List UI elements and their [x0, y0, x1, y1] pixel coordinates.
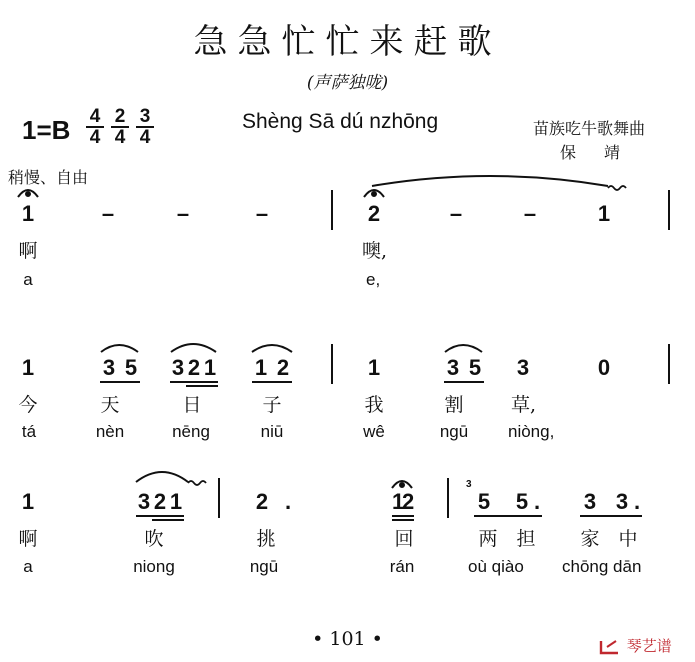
pinyin: niong [133, 557, 175, 576]
underline [152, 519, 184, 521]
time-signature-4-4: 4 4 [86, 108, 104, 146]
time-signature-3-4: 3 4 [136, 108, 154, 146]
note: 3 [102, 355, 116, 380]
genre-label: 苗族吃牛歌舞曲 [533, 119, 646, 138]
note: 2 [402, 489, 415, 514]
note: 3 [583, 489, 597, 514]
fermata-mark-3 [392, 481, 412, 488]
lyric: 天 [100, 394, 120, 416]
note: 5 [124, 355, 138, 380]
lyric: 噢, [362, 240, 388, 262]
pinyin: rán [389, 557, 415, 576]
pinyin: ngū [249, 557, 279, 576]
slur-12 [252, 345, 292, 352]
note-dash: – [101, 201, 115, 226]
lyric: 子 [262, 394, 282, 416]
time-signature-2-4: 2 4 [111, 108, 129, 146]
lyric: 担 [516, 528, 536, 550]
pinyin: chōng dān [562, 557, 642, 576]
underline [392, 519, 414, 521]
song-subtitle: (声萨独咙) [306, 73, 389, 93]
fermata-mark-1 [18, 190, 38, 197]
pinyin: a [23, 557, 33, 576]
note: 2 [367, 201, 381, 226]
underline [170, 381, 218, 383]
underline [252, 381, 292, 383]
lyric: 家 [580, 528, 600, 550]
barline [668, 190, 670, 230]
pinyin: e, [366, 270, 381, 289]
pinyin: wê [363, 422, 385, 441]
fermata-mark-2 [364, 190, 384, 197]
note: 3 [446, 355, 460, 380]
lyric: 我 [364, 394, 384, 416]
slur-35-a [101, 345, 138, 352]
underline [136, 515, 184, 517]
note: 1 [21, 489, 35, 514]
note: 3 [171, 355, 185, 380]
pinyin: nèn [95, 422, 125, 441]
note-dash: – [449, 201, 463, 226]
lyric: 割 [444, 394, 464, 416]
lyric: 吹 [144, 528, 164, 550]
lyric: 挑 [256, 528, 276, 550]
note: 1 [203, 355, 217, 380]
note: 3 [615, 489, 629, 514]
note: 1 [254, 355, 268, 380]
barline [218, 478, 220, 518]
dot: . [533, 489, 541, 514]
pinyin: a [23, 270, 33, 289]
long-tie-arc [372, 176, 608, 186]
song-title: 急急忙忙来赶歌 [193, 22, 502, 62]
pinyin: où qiào [468, 557, 524, 576]
lyric: 草, [511, 394, 537, 416]
pinyin: ngū [439, 422, 469, 441]
note: 2 [255, 489, 269, 514]
note-dash: – [255, 201, 269, 226]
barline [331, 190, 333, 230]
page-number: • 101 • [312, 628, 383, 650]
note: 5 [515, 489, 529, 514]
note: 1 [21, 201, 35, 226]
note: 3 [137, 489, 151, 514]
underline [186, 385, 218, 387]
lyric: 啊 [18, 240, 38, 262]
pinyin: niòng, [508, 422, 555, 441]
note: 1 [169, 489, 183, 514]
lyric: 今 [18, 394, 38, 416]
collector-label: 保 靖 [560, 143, 627, 162]
underline [392, 515, 414, 517]
note: 2 [187, 355, 201, 380]
lyric: 啊 [18, 528, 38, 550]
lyric: 中 [618, 528, 638, 550]
barline [331, 344, 333, 384]
note: 5 [477, 489, 491, 514]
watermark-logo [598, 635, 672, 656]
slur-321-b [136, 472, 188, 482]
note: 3 [516, 355, 530, 380]
slur-35-b [445, 345, 482, 352]
watermark-text: 琴艺谱 [626, 637, 672, 655]
dot: . [633, 489, 641, 514]
note-dash: – [523, 201, 537, 226]
note: 0 [597, 355, 611, 380]
underline [474, 515, 542, 517]
pinyin: tá [21, 422, 37, 441]
key-signature: 1=B [22, 115, 71, 145]
pinyin-title: Shèng Sā dú nzhōng [242, 110, 439, 133]
pinyin: nēng [172, 422, 210, 441]
barline [668, 344, 670, 384]
note: 2 [153, 489, 167, 514]
lyric: 两 [478, 528, 498, 550]
note: 1 [392, 489, 405, 514]
note-dash: – [176, 201, 190, 226]
tempo-marking: 稍慢、自由 [8, 168, 89, 187]
note: 5 [468, 355, 482, 380]
tremolo-mark-1 [608, 186, 626, 190]
underline [580, 515, 642, 517]
underline [444, 381, 484, 383]
barline [447, 478, 449, 518]
lyric: 回 [394, 528, 414, 550]
lyric: 日 [182, 394, 202, 416]
underline [100, 381, 140, 383]
note: 1 [597, 201, 611, 226]
logo-icon [598, 638, 622, 656]
tremolo-mark-2 [188, 481, 206, 485]
grace-note: 3 [466, 479, 472, 490]
dot: . [284, 489, 292, 514]
note: 1 [367, 355, 381, 380]
note: 2 [276, 355, 290, 380]
note: 1 [21, 355, 35, 380]
pinyin: niū [260, 422, 284, 441]
slur-321 [171, 344, 216, 352]
